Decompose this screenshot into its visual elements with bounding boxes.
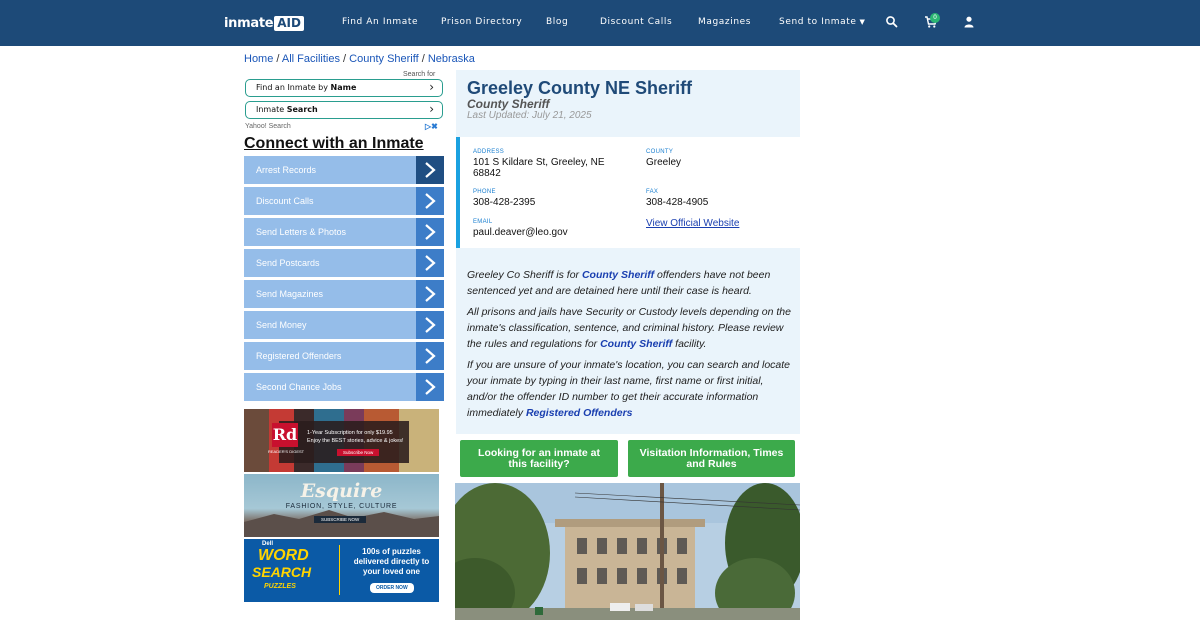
search-box-prefix: Find an Inmate by — [256, 83, 331, 92]
sidebar-item-discount-calls[interactable] — [244, 187, 444, 215]
county-sheriff-link[interactable]: County Sheriff — [581, 269, 655, 281]
caret-down-icon: ▼ — [859, 18, 866, 26]
breadcrumb-county-sheriff[interactable]: County Sheriff — [349, 53, 419, 65]
courthouse-image — [455, 483, 800, 620]
rd-brand: READER'S DIGEST — [268, 449, 305, 454]
search-for-label: Search for — [403, 71, 436, 78]
sidebar-item-label: Registered Offenders — [256, 351, 342, 361]
chevron-right-icon — [416, 187, 444, 215]
divider — [339, 545, 340, 595]
breadcrumb-separator: / — [339, 53, 350, 65]
chevron-right-icon — [416, 249, 444, 277]
ws-brand-word: WORD — [258, 547, 309, 564]
search-box-prefix: Inmate — [256, 105, 287, 114]
chevron-right-icon — [416, 342, 444, 370]
description-paragraph-2 — [467, 304, 793, 352]
address-line2: 68842 — [473, 168, 501, 179]
fax-label: FAX — [646, 189, 659, 195]
adchoices-icon[interactable]: ▷✖ — [425, 122, 438, 131]
esquire-tagline: FASHION, STYLE, CULTURE — [285, 503, 398, 510]
county-value: Greeley — [646, 157, 682, 168]
phone-value: 308-428-2395 — [473, 197, 536, 208]
site-logo[interactable] — [224, 14, 304, 32]
sidebar-item-label: Second Chance Jobs — [256, 382, 342, 392]
top-navbar — [0, 0, 1200, 46]
nav-prison-directory[interactable]: Prison Directory — [441, 17, 523, 27]
sidebar-item-label: Send Letters & Photos — [256, 227, 347, 237]
chevron-right-icon: › — [429, 80, 434, 94]
sidebar-item-send-postcards[interactable] — [244, 249, 444, 277]
official-website-link[interactable]: View Official Website — [646, 218, 740, 229]
chevron-right-icon — [416, 218, 444, 246]
facility-type: County Sheriff — [467, 97, 550, 111]
sidebar-item-label: Send Magazines — [256, 289, 324, 299]
email-value: paul.deaver@leo.gov — [473, 227, 568, 238]
chevron-right-icon: › — [429, 102, 434, 116]
email-label: EMAIL — [473, 219, 493, 225]
rd-cta-button[interactable]: Subscribe Now — [337, 449, 379, 456]
rd-logo: Rd — [272, 423, 298, 447]
search-icon[interactable] — [885, 15, 899, 29]
sidebar-item-send-letters-photos[interactable] — [244, 218, 444, 246]
ws-line1: 100s of puzzles — [362, 547, 421, 556]
sidebar-item-label: Send Postcards — [256, 258, 320, 268]
description-paragraph-3 — [467, 357, 793, 421]
sidebar-item-arrest-records[interactable] — [244, 156, 444, 184]
connect-title: Connect with an Inmate — [244, 135, 424, 152]
p1-text-b: offenders have not been sentenced yet and are detained here until their case is heard. — [467, 269, 771, 297]
esquire-brand: Esquire — [300, 480, 383, 502]
readers-digest-ad[interactable] — [244, 409, 439, 472]
chevron-right-icon — [416, 156, 444, 184]
search-box-bold: Name — [330, 83, 357, 92]
word-search-ad[interactable] — [244, 539, 439, 602]
looking-for-inmate-button[interactable]: Looking for an inmate at this facility? — [460, 440, 618, 477]
ws-line3: your loved one — [363, 567, 420, 576]
breadcrumb-home[interactable]: Home — [244, 53, 274, 65]
search-box-bold: Search — [286, 105, 318, 114]
sidebar-item-registered-offenders[interactable] — [244, 342, 444, 370]
chevron-right-icon — [416, 280, 444, 308]
address-line1: 101 S Kildare St, Greeley, NE — [473, 157, 605, 168]
rd-line2: Enjoy the BEST stories, advice & jokes! — [307, 438, 404, 444]
breadcrumb-separator: / — [273, 53, 282, 65]
nav-discount-calls[interactable]: Discount Calls — [600, 17, 673, 27]
county-label: COUNTY — [646, 149, 674, 155]
sidebar-item-label: Arrest Records — [256, 165, 317, 175]
p2-text-a: All prisons and jails have Security or Custody levels depending on the inmate's classification, sentence, and criminal history. Please review the rules and regulations for — [467, 306, 791, 350]
county-sheriff-link[interactable]: County Sheriff — [600, 338, 673, 350]
ws-cta-button[interactable]: ORDER NOW — [370, 583, 414, 593]
nav-magazines[interactable]: Magazines — [698, 17, 752, 27]
registered-offenders-link[interactable]: Registered Offenders — [525, 407, 633, 419]
logo-text-aid: AID — [274, 16, 304, 31]
sidebar-item-second-chance-jobs[interactable] — [244, 373, 444, 401]
breadcrumb-nebraska[interactable]: Nebraska — [427, 53, 475, 65]
search-provider-label: Yahoo! Search — [245, 123, 291, 130]
nav-blog[interactable]: Blog — [546, 17, 569, 27]
ws-line2: delivered directly to — [353, 557, 430, 566]
facility-info-box — [456, 137, 800, 248]
chevron-right-icon — [416, 311, 444, 339]
ws-brand-search: SEARCH — [252, 564, 312, 580]
find-inmate-by-name-link[interactable] — [245, 79, 443, 97]
nav-find-an-inmate[interactable]: Find An Inmate — [342, 17, 419, 27]
address-label: ADDRESS — [473, 149, 505, 155]
description-paragraph-1 — [467, 267, 793, 299]
breadcrumb — [244, 53, 475, 65]
breadcrumb-separator: / — [418, 53, 428, 65]
last-updated: Last Updated: July 21, 2025 — [467, 110, 592, 121]
user-icon[interactable] — [962, 15, 976, 29]
visitation-info-button[interactable]: Visitation Information, Times and Rules — [628, 440, 795, 477]
nav-send-to-inmate-label: Send to Inmate — [779, 17, 857, 27]
phone-label: PHONE — [473, 189, 496, 195]
inmate-search-link[interactable] — [245, 101, 443, 119]
chevron-right-icon — [416, 373, 444, 401]
sidebar-item-send-money[interactable] — [244, 311, 444, 339]
facility-photo — [455, 483, 800, 620]
fax-value: 308-428-4905 — [646, 197, 709, 208]
ws-brand-dell: Dell — [262, 541, 274, 547]
sidebar-item-label: Send Money — [256, 320, 307, 330]
sidebar-item-label: Discount Calls — [256, 196, 314, 206]
cart-count-badge: 0 — [930, 13, 940, 23]
esquire-cta-button[interactable]: SUBSCRIBE NOW — [314, 516, 366, 523]
logo-text-inmate: inmate — [224, 15, 274, 31]
page-title: Greeley County NE Sheriff — [467, 78, 693, 98]
p2-text-b: facility. — [672, 338, 707, 350]
breadcrumb-all-facilities[interactable]: All Facilities — [281, 53, 340, 65]
esquire-ad[interactable] — [244, 474, 439, 537]
p1-text-a: Greeley Co Sheriff is for — [467, 269, 582, 281]
nav-send-to-inmate[interactable] — [779, 17, 866, 27]
p3-text-a: If you are unsure of your inmate's location, you can search and locate your inmate by typing in their last name, first name or first initial, and/or the offender ID number to get their accurate information immediately — [467, 359, 791, 419]
ws-brand-puzzles: PUZZLES — [264, 583, 296, 590]
rd-line1: 1-Year Subscription for only $19.95 — [307, 430, 393, 436]
sidebar-item-send-magazines[interactable] — [244, 280, 444, 308]
